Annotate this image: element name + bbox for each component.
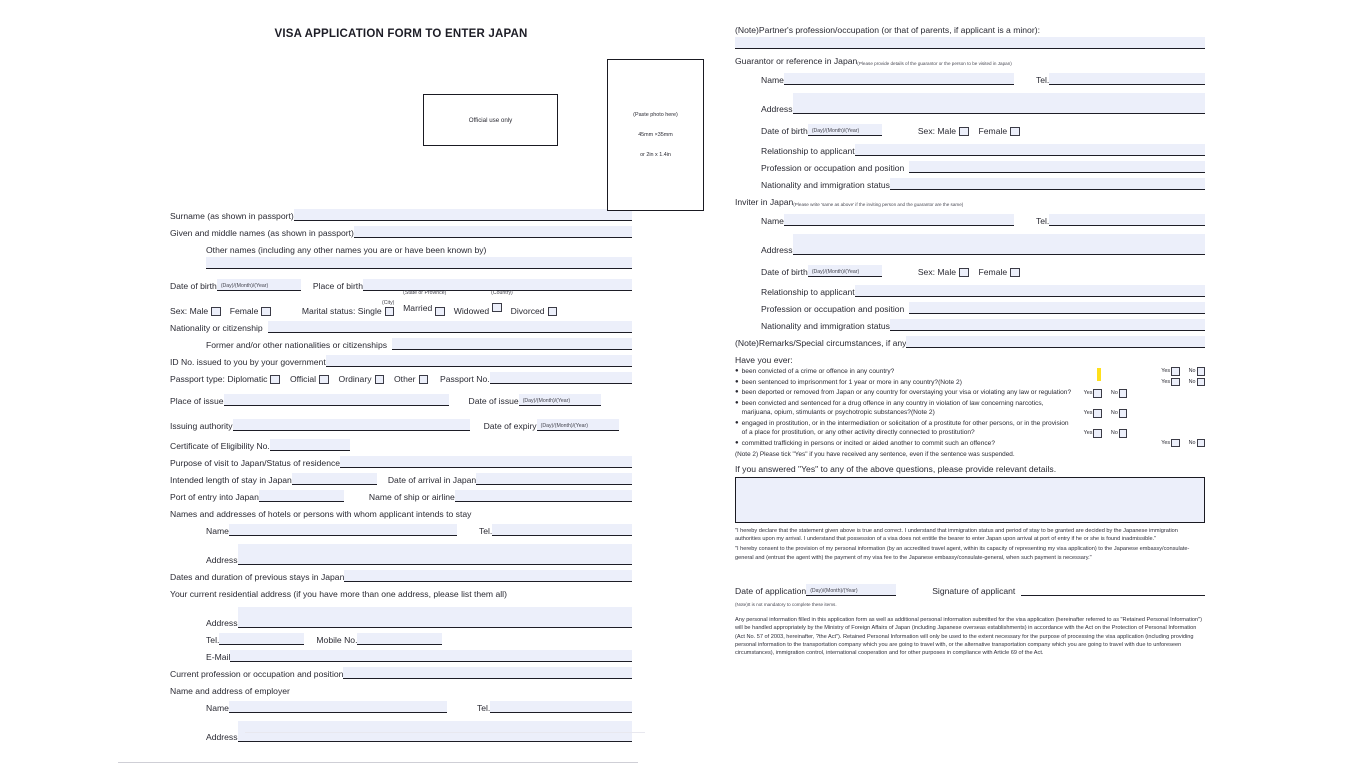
place-of-issue-input[interactable] — [224, 394, 449, 406]
inviter-name-label: Name — [761, 216, 784, 226]
question-text: been convicted of a crime or offence in any country? — [741, 368, 895, 375]
inviter-tel-input[interactable] — [1049, 214, 1205, 226]
question-row — [735, 399, 1205, 418]
partner-note-label: (Note)Partner's profession/occupation (or that of parents, if applicant is a minor): — [735, 25, 1040, 35]
row-remarks — [735, 335, 1205, 348]
yes-checkbox[interactable] — [1093, 389, 1102, 398]
date-of-issue-hint: (Day)/(Month)/(Year) — [522, 398, 571, 404]
surname-input[interactable] — [294, 209, 632, 221]
row-place-of-issue — [170, 388, 632, 406]
question-text: engaged in prostitution, or in the intermediation or solicitation of a prostitute for other persons, or in the provision of a place for prostitution, or any other activity directly connected to prostitution? — [741, 419, 1069, 436]
yes-option[interactable] — [1161, 439, 1179, 448]
photo-line-1: (Paste photo here) — [633, 112, 678, 118]
date-of-issue-wrap — [519, 388, 601, 406]
no-label: No — [1110, 430, 1118, 437]
marital-divorced-label: Divorced — [510, 306, 545, 316]
guarantor-heading-label: Guarantor or reference in Japan — [735, 56, 858, 66]
row-hotel-address — [170, 544, 632, 565]
inviter-name-input[interactable] — [784, 214, 1014, 226]
previous-stays-input[interactable] — [344, 570, 632, 582]
no-checkbox[interactable] — [1119, 409, 1128, 418]
inviter-address-input[interactable] — [793, 234, 1205, 255]
inviter-profession-label: Profession or occupation and position — [761, 304, 905, 314]
question-text: been sentenced to imprisonment for 1 year or more in any country?(Note 2) — [741, 378, 962, 386]
row-guarantor-address — [735, 93, 1205, 114]
email-input[interactable] — [230, 650, 632, 662]
no-label: No — [1110, 390, 1118, 397]
signature-label: Signature of applicant — [932, 585, 1016, 596]
row-passport-type — [170, 371, 632, 384]
details-prompt-label: If you answered "Yes" to any of the above questions, please provide relevant details. — [735, 464, 1057, 474]
inviter-heading-label: Inviter in Japan — [735, 197, 794, 207]
surname-label: Surname (as shown in passport) — [170, 211, 294, 221]
port-of-entry-label: Port of entry into Japan — [170, 492, 259, 502]
mobile-input[interactable] — [357, 633, 442, 645]
note-mandatory-label: (Note)It is not mandatory to complete these items. — [735, 601, 837, 607]
guarantor-dob-hint: (Day)/(Month)/(Year) — [811, 128, 860, 134]
intended-length-input[interactable] — [292, 473, 377, 485]
date-of-application-wrap — [806, 578, 896, 596]
inviter-sex-label: Sex: Male — [917, 267, 957, 277]
issuing-authority-input[interactable] — [233, 419, 470, 431]
row-hotels-heading — [170, 506, 632, 519]
official-use-label: Official use only — [468, 116, 513, 124]
marital-married-wrap — [397, 290, 447, 316]
question-row — [735, 419, 1205, 438]
residential-heading-label: Your current residential address (if you have more than one address, please list them all) — [170, 589, 507, 599]
note-2-text: (Note 2) Please tick "Yes" if you have received any sentence, even if the sentence was suspended. — [735, 451, 1015, 458]
yes-no-group — [1080, 429, 1128, 438]
no-option[interactable] — [1111, 429, 1127, 438]
date-of-birth-hint: (Day)/(Month)/(Year) — [220, 283, 269, 289]
partner-profession-input[interactable] — [735, 37, 1205, 49]
marital-single-label: Marital status: Single — [301, 306, 382, 316]
hotel-tel-label: Tel. — [478, 526, 493, 536]
photo-line-3: or 2in x 1.4in — [640, 152, 671, 158]
inviter-profession-input[interactable] — [909, 302, 1205, 314]
marital-widowed-checkbox[interactable] — [492, 303, 502, 313]
no-checkbox[interactable] — [1197, 378, 1206, 387]
guarantor-profession-input[interactable] — [909, 161, 1205, 173]
previous-stays-label: Dates and duration of previous stays in Japan — [170, 572, 345, 582]
no-label: No — [1110, 410, 1118, 417]
passport-official-checkbox[interactable] — [319, 375, 329, 385]
remarks-label: (Note)Remarks/Special circumstances, if any — [735, 338, 907, 348]
row-guarantor-nationality — [735, 177, 1205, 190]
inviter-note-label: (Please write 'same as above' if the inviting person and the guarantor are the same) — [793, 202, 964, 207]
residential-address-input[interactable] — [238, 607, 632, 628]
row-employer-heading — [170, 683, 632, 696]
privacy-notice-paragraph: Any personal information filled in this application form as well as additional personal information submitted for the visa application (hereinafter referred to as "Retained Personal Information") will be handled appropriately by the Ministry of Foreign Affairs of Japan (including Japanese overseas establishments) in accordance with the Act on the Protection of Personal Information (Act No. 57 of 2003, hereinafter, ?the Act"). Retained Personal Information will only be used to the extent necessary for the purpose of processing the visa application (including providing personal information to the transportation company which you are going to travel with, or the alternative transportation company which you are going to travel with due to unforeseen circumstances), immigration control, international cooperation and for other purposes in compliance with Article 69 of the Act. — [735, 616, 1202, 657]
mobile-label: Mobile No. — [316, 635, 358, 645]
yes-no-group — [1157, 367, 1205, 376]
no-checkbox[interactable] — [1119, 429, 1128, 438]
guarantor-name-label: Name — [761, 75, 784, 85]
inviter-address-label: Address — [761, 245, 793, 255]
coe-input[interactable] — [270, 439, 350, 451]
row-length-arrival — [170, 472, 632, 485]
yes-option[interactable] — [1084, 389, 1102, 398]
bullet-icon: ● — [735, 389, 739, 395]
form-page-2 — [722, 0, 1282, 768]
page-2-content — [735, 22, 1205, 658]
guarantor-relationship-label: Relationship to applicant — [761, 146, 855, 156]
country-hint-wrap — [489, 290, 513, 316]
hotel-address-input[interactable] — [238, 544, 632, 565]
former-nationality-input[interactable] — [392, 338, 632, 350]
yes-no-group — [1080, 389, 1128, 398]
guarantor-tel-label: Tel. — [1035, 75, 1050, 85]
yes-label: Yes — [1083, 390, 1093, 397]
row-partner-note — [735, 22, 1205, 35]
question-row — [735, 378, 1205, 388]
passport-ordinary-checkbox[interactable] — [375, 375, 385, 385]
bullet-icon: ● — [735, 419, 739, 426]
employer-address-label: Address — [206, 732, 238, 742]
passport-other-label: Other — [394, 374, 416, 384]
row-coe — [170, 438, 632, 451]
row-signature — [735, 578, 1205, 596]
row-issuing-authority — [170, 413, 632, 431]
inviter-tel-label: Tel. — [1035, 216, 1050, 226]
no-checkbox[interactable] — [1197, 439, 1206, 448]
inviter-dob-hint: (Day)/(Month)/(Year) — [811, 269, 860, 275]
ship-airline-input[interactable] — [455, 490, 632, 502]
photo-paste-box — [607, 59, 704, 211]
purpose-input[interactable] — [340, 456, 632, 468]
date-of-arrival-label: Date of arrival in Japan — [387, 475, 477, 485]
passport-official-label: Official — [289, 374, 317, 384]
question-text: been deported or removed from Japan or any country for overstaying your visa or violating any law or regulation? — [741, 389, 1072, 396]
row-nationality — [170, 320, 632, 333]
hotel-name-label: Name — [206, 526, 229, 536]
no-option[interactable] — [1111, 389, 1127, 398]
bullet-icon: ● — [735, 399, 739, 406]
no-label: No — [1188, 368, 1196, 375]
yes-checkbox[interactable] — [1171, 378, 1180, 387]
row-former-nationality — [170, 337, 632, 350]
residential-tel-input[interactable] — [219, 633, 304, 645]
no-checkbox[interactable] — [1197, 367, 1206, 376]
row-guarantor-relationship — [735, 143, 1205, 156]
hotel-tel-input[interactable] — [492, 524, 632, 536]
yes-no-group — [1157, 378, 1205, 387]
row-surname — [170, 208, 632, 221]
official-use-box — [423, 94, 558, 146]
yes-label: Yes — [1161, 439, 1171, 446]
yes-checkbox[interactable] — [1171, 367, 1180, 376]
employer-tel-input[interactable] — [490, 701, 632, 713]
no-label: No — [1188, 378, 1196, 385]
no-option[interactable] — [1189, 378, 1205, 387]
current-profession-input[interactable] — [343, 667, 632, 679]
question-row — [735, 388, 1205, 398]
hotels-heading-label: Names and addresses of hotels or persons with whom applicant intends to stay — [170, 509, 472, 519]
row-port-ship — [170, 489, 632, 502]
marital-married-checkbox[interactable] — [435, 307, 445, 317]
question-text: been convicted and sentenced for a drug offence in any country in violation of law concerning narcotics, marijuana, opium, stimulants or psychotropic substances?(Note 2) — [741, 399, 1044, 416]
purpose-label: Purpose of visit to Japan/Status of residence — [170, 458, 341, 468]
footer-divider-line — [118, 762, 638, 763]
place-of-issue-label: Place of issue — [170, 396, 224, 406]
guarantor-address-label: Address — [761, 104, 793, 114]
yes-label: Yes — [1161, 368, 1171, 375]
yes-checkbox[interactable] — [1093, 409, 1102, 418]
yes-option[interactable] — [1084, 409, 1102, 418]
row-other-names-label — [170, 242, 632, 255]
yes-label: Yes — [1161, 378, 1171, 385]
inviter-relationship-input[interactable] — [855, 285, 1205, 297]
nationality-label: Nationality or citizenship — [170, 323, 263, 333]
current-profession-label: Current profession or occupation and position — [170, 669, 344, 679]
have-you-ever-label: Have you ever: — [735, 355, 793, 365]
row-sex-marital — [170, 290, 632, 316]
row-residential-heading — [170, 586, 632, 599]
date-of-arrival-input[interactable] — [476, 473, 632, 485]
bullet-icon: ● — [735, 368, 739, 374]
yes-checkbox[interactable] — [1093, 429, 1102, 438]
question-text: committed trafficking in persons or incited or aided another to commit such an offence? — [741, 439, 996, 447]
hotel-name-input[interactable] — [229, 524, 457, 536]
row-inviter-profession — [735, 301, 1205, 314]
date-of-application-hint: (Day)/(Month)/(Year) — [810, 587, 858, 594]
declaration-paragraph-1: "I hereby declare that the statement given above is true and correct. I understand that immigration status and period of stay to be granted are decided by the Japanese immigration authorities upon my arrival. I understand that possession of a visa does not entitle the bearer to enter Japan upon arrival at port of entry if he or she is found inadmissible." — [735, 528, 1178, 543]
guarantor-dob-wrap — [808, 118, 882, 136]
yes-no-group — [1157, 439, 1205, 448]
guarantor-relationship-input[interactable] — [855, 144, 1205, 156]
yes-label: Yes — [1083, 430, 1093, 437]
guarantor-note-label: (Please provide details of the guarantor or the person to be visited in Japan) — [857, 61, 1012, 66]
no-label: No — [1188, 439, 1196, 446]
row-partner-input — [735, 36, 1205, 49]
row-hotel-name — [170, 523, 632, 536]
marital-divorced-checkbox[interactable] — [548, 307, 558, 317]
inviter-female-label: Female — [978, 267, 1008, 277]
date-of-application-label: Date of application — [735, 585, 807, 596]
signature-input[interactable] — [1021, 584, 1205, 596]
bullet-icon: ● — [735, 378, 739, 385]
yes-checkbox[interactable] — [1171, 439, 1180, 448]
inviter-dob-label: Date of birth — [761, 267, 808, 277]
row-have-you-ever — [735, 352, 1205, 365]
id-no-label: ID No. issued to you by your government — [170, 357, 326, 367]
employer-name-input[interactable] — [229, 701, 447, 713]
row-inviter-heading — [735, 194, 1205, 207]
date-of-birth-wrap — [217, 273, 301, 291]
sex-label: Sex: Male — [170, 306, 209, 316]
date-of-expiry-hint: (Day)/(Month)/(Year) — [540, 423, 588, 429]
no-option[interactable] — [1189, 367, 1205, 376]
row-inviter-relationship — [735, 284, 1205, 297]
date-of-expiry-label: Date of expiry — [483, 421, 537, 431]
row-id-no — [170, 354, 632, 367]
guarantor-sex-male-checkbox[interactable] — [959, 127, 969, 137]
guarantor-profession-label: Profession or occupation and position — [761, 163, 905, 173]
sex-female-label: Female — [229, 306, 259, 316]
place-of-birth-label: Place of birth — [312, 281, 363, 291]
date-of-expiry-wrap — [537, 413, 619, 431]
yes-label: Yes — [1083, 410, 1093, 417]
remarks-input[interactable] — [906, 336, 1205, 348]
row-employer-name — [170, 700, 632, 713]
date-of-birth-label: Date of birth — [170, 281, 217, 291]
row-email — [170, 649, 632, 662]
inviter-nationality-input[interactable] — [890, 319, 1205, 331]
employer-tel-label: Tel. — [476, 703, 491, 713]
passport-diplomatic-checkbox[interactable] — [270, 375, 280, 385]
inviter-relationship-label: Relationship to applicant — [761, 287, 855, 297]
guarantor-dob-label: Date of birth — [761, 126, 808, 136]
row-guarantor-heading — [735, 53, 1205, 66]
guarantor-sex-female-checkbox[interactable] — [1010, 127, 1020, 137]
sex-male-checkbox[interactable] — [211, 307, 221, 317]
row-given-names — [170, 225, 632, 238]
question-row — [735, 367, 1205, 377]
yes-option[interactable] — [1084, 429, 1102, 438]
passport-ordinary-label: Ordinary — [338, 374, 372, 384]
row-other-names-input — [170, 256, 632, 269]
employer-name-label: Name — [206, 703, 229, 713]
passport-other-checkbox[interactable] — [419, 375, 429, 385]
row-birth — [170, 273, 632, 291]
yes-option[interactable] — [1161, 367, 1179, 376]
questions-block — [735, 367, 1205, 448]
passport-no-label: Passport No. — [440, 374, 490, 384]
form-page-1 — [100, 0, 678, 768]
bullet-icon: ● — [735, 439, 739, 446]
no-checkbox[interactable] — [1119, 389, 1128, 398]
relevant-details-textarea[interactable] — [735, 477, 1205, 523]
intended-length-label: Intended length of stay in Japan — [170, 475, 292, 485]
guarantor-tel-input[interactable] — [1049, 73, 1205, 85]
row-guarantor-dob — [735, 118, 1205, 136]
row-purpose — [170, 455, 632, 468]
port-of-entry-input[interactable] — [259, 490, 344, 502]
guarantor-name-input[interactable] — [784, 73, 1014, 85]
guarantor-sex-label: Sex: Male — [917, 126, 957, 136]
row-guarantor-name — [735, 72, 1205, 85]
date-of-issue-label: Date of issue — [468, 396, 519, 406]
marital-widowed-label: Widowed — [453, 306, 490, 316]
yes-option[interactable] — [1161, 378, 1179, 387]
faint-divider-line — [245, 732, 645, 733]
city-hint: (City) — [382, 300, 395, 306]
passport-type-label: Passport type: Diplomatic — [170, 374, 268, 384]
question-row — [735, 439, 1205, 449]
state-province-hint: (State or Province) — [403, 290, 447, 296]
photo-line-2: 45mm ×35mm — [638, 132, 673, 138]
guarantor-nationality-label: Nationality and immigration status — [761, 180, 890, 190]
issuing-authority-label: Issuing authority — [170, 421, 233, 431]
inviter-sex-female-checkbox[interactable] — [1010, 268, 1020, 278]
former-nationality-label: Former and/or other nationalities or citizenships — [206, 340, 388, 350]
guarantor-female-label: Female — [978, 126, 1008, 136]
inviter-nationality-label: Nationality and immigration status — [761, 321, 890, 331]
declaration-paragraph-2: "I hereby consent to the provision of my personal information (by an accredited travel agent, within its capacity of representing my visa application) to the Japanese embassy/consulate-general and (entrust the agent with) the payment of my visa fee to the Japanese embassy/consulate-general, when such payment is necessary." — [735, 546, 1190, 561]
hotel-address-label: Address — [206, 555, 238, 565]
row-residential-address — [170, 607, 632, 628]
employer-heading-label: Name and address of employer — [170, 686, 290, 696]
sex-female-checkbox[interactable] — [261, 307, 271, 317]
given-names-label: Given and middle names (as shown in passport) — [170, 228, 354, 238]
no-option[interactable] — [1189, 439, 1205, 448]
row-inviter-address — [735, 234, 1205, 255]
row-previous-stays — [170, 569, 632, 582]
email-label: E-Mail — [206, 652, 231, 662]
marital-married-label: Married — [403, 303, 433, 313]
row-guarantor-profession — [735, 160, 1205, 173]
row-inviter-dob — [735, 259, 1205, 277]
coe-label: Certificate of Eligibility No. — [170, 441, 270, 451]
passport-no-input[interactable] — [490, 372, 632, 384]
country-hint: (Country) — [491, 290, 513, 296]
guarantor-address-input[interactable] — [793, 93, 1205, 114]
row-current-profession — [170, 666, 632, 679]
marital-single-checkbox[interactable] — [385, 307, 395, 317]
nationality-input[interactable] — [268, 321, 632, 333]
guarantor-nationality-input[interactable] — [890, 178, 1205, 190]
inviter-sex-male-checkbox[interactable] — [959, 268, 969, 278]
residential-address-label: Address — [206, 618, 238, 628]
inviter-dob-wrap — [808, 259, 882, 277]
page-title: VISA APPLICATION FORM TO ENTER JAPAN — [274, 28, 528, 40]
other-names-input[interactable] — [206, 257, 632, 269]
other-names-label: Other names (including any other names you are or have been known by) — [206, 245, 487, 255]
row-inviter-nationality — [735, 318, 1205, 331]
no-option[interactable] — [1111, 409, 1127, 418]
given-names-input[interactable] — [354, 226, 632, 238]
residential-tel-label: Tel. — [206, 635, 220, 645]
yellow-highlight-marker — [1097, 368, 1101, 381]
yes-no-group — [1080, 409, 1128, 418]
id-no-input[interactable] — [326, 355, 632, 367]
ship-airline-label: Name of ship or airline — [368, 492, 455, 502]
page-1-content — [170, 28, 678, 746]
row-tel-mobile — [170, 632, 632, 645]
row-inviter-name — [735, 213, 1205, 226]
